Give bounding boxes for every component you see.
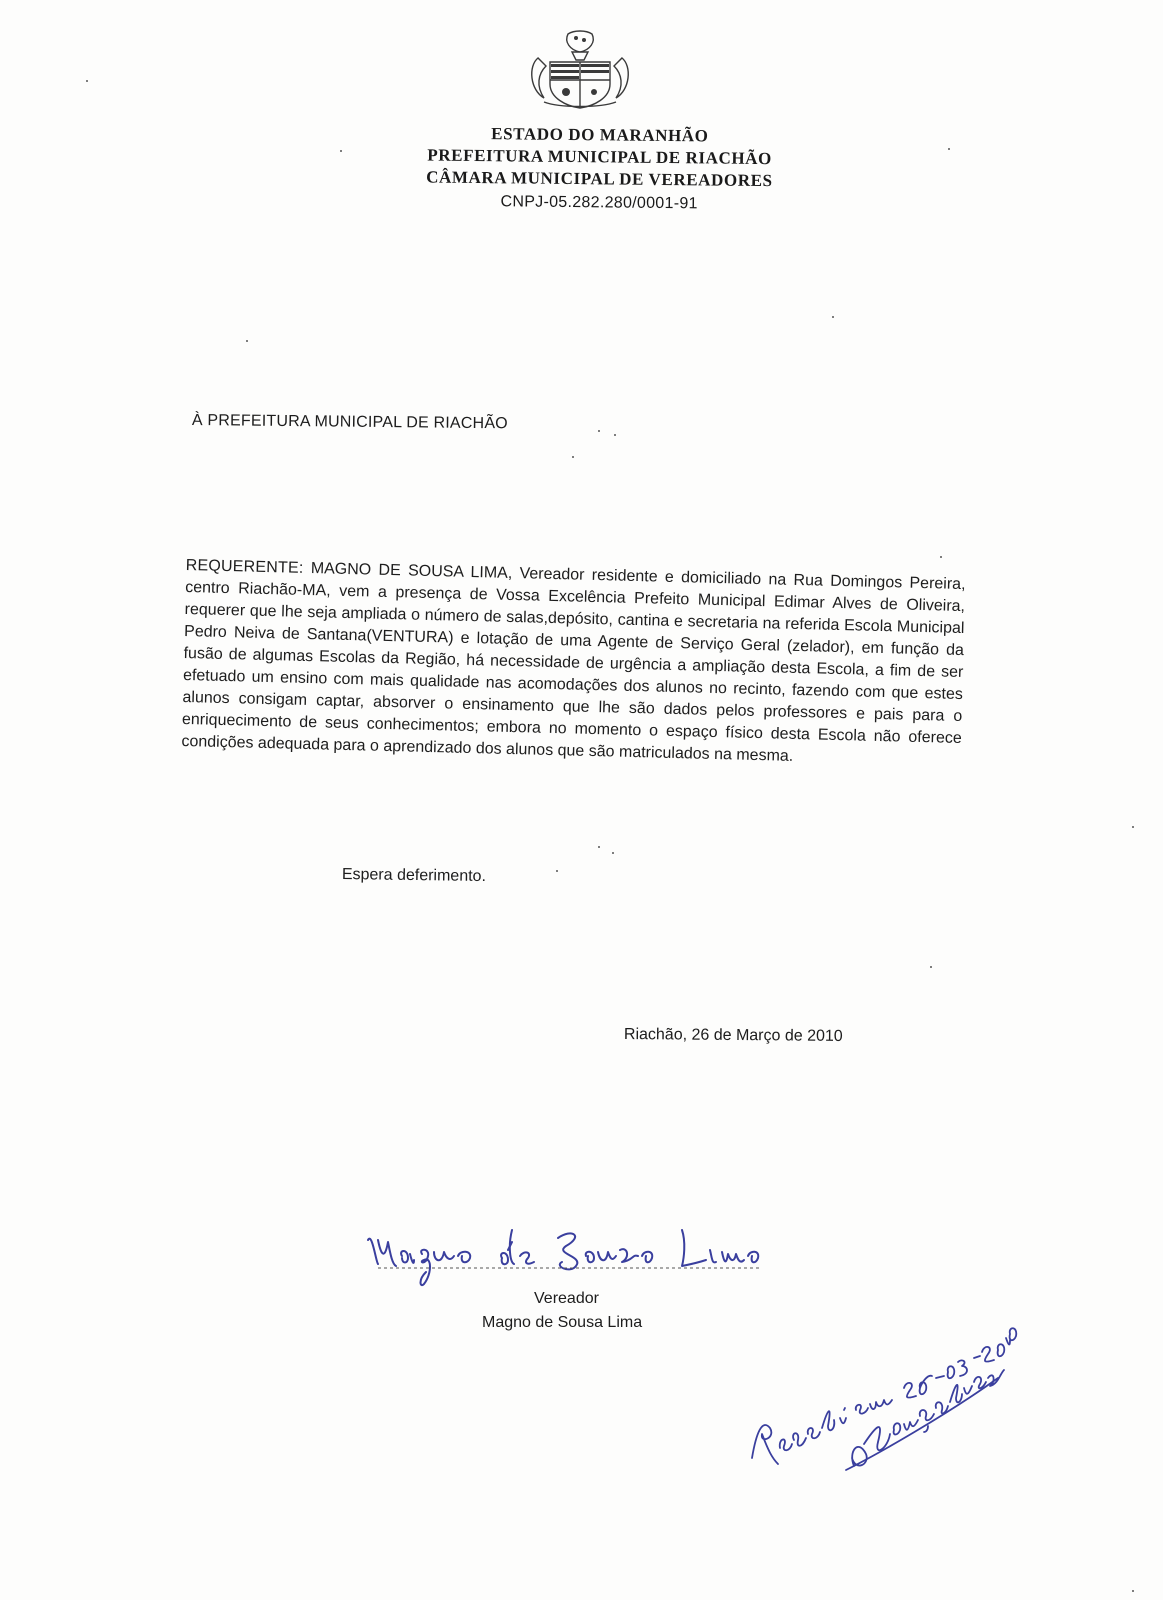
- scan-speck: [940, 556, 942, 558]
- scan-speck: [86, 80, 88, 82]
- signer-name: Magno de Sousa Lima: [482, 1314, 643, 1331]
- scan-speck: [930, 966, 932, 968]
- letterhead-prefecture: PREFEITURA MUNICIPAL DE RIACHÃO: [427, 145, 773, 169]
- letterhead: [379, 122, 820, 219]
- closing-line: Espera deferimento.: [341, 866, 487, 886]
- scan-speck: [598, 430, 600, 432]
- addressee-line: À PREFEITURA MUNICIPAL DE RIACHÃO: [191, 412, 508, 433]
- letterhead-chamber: CÂMARA MUNICIPAL DE VEREADORES: [426, 167, 773, 191]
- handwritten-receipt-note: [748, 1258, 1018, 1488]
- signer-role: Vereador: [534, 1290, 599, 1307]
- scan-speck: [340, 150, 342, 152]
- scan-speck: [556, 870, 558, 872]
- scan-speck: [1132, 1590, 1134, 1592]
- scan-speck: [614, 434, 616, 436]
- requester-label: REQUERENTE:: [185, 556, 304, 577]
- handwritten-signature: [362, 1222, 802, 1294]
- coat-of-arms-icon: [520, 28, 640, 110]
- scan-speck: [832, 316, 834, 318]
- letterhead-state: ESTADO DO MARANHÃO: [491, 124, 709, 146]
- scan-speck: [246, 340, 248, 342]
- letterhead-cnpj: CNPJ-05.282.280/0001-91: [500, 193, 698, 213]
- scan-speck: [948, 148, 950, 150]
- scan-speck: [1132, 826, 1134, 828]
- scan-speck: [598, 846, 600, 848]
- request-body: [181, 555, 966, 772]
- scan-speck: [612, 852, 614, 854]
- date-line: Riachão, 26 de Março de 2010: [623, 1026, 843, 1045]
- scan-speck: [572, 456, 574, 458]
- request-text: MAGNO DE SOUSA LIMA, Vereador residente e domiciliado na Rua Domingos Pereira, centro Riachão-MA, vem a presença de Vossa Excelência Prefeito Municipal Edimar Alves de Oliveira, requerer que lhe seja ampliada o número de salas,depósito, cantina e secretaria na referida Escola Municipal Pedro Neiva de Santana(VENTURA) e lotação de uma Agente de Serviço Geral (zelador), em função da fusão de algumas Escolas da Região, há necessidade de urgência a ampliação desta Escola, a fim de ser efetuado um ensino com mais qualidade nas acomodações dos alunos no recinto, fazendo com que estes alunos consigam captar, absorver o ensinamento que lhe são dados pelos professores e pais para o enriquecimento de seus conhecimentos; embora no momento o espaço físico desta Escola não oferece condições adequada para o aprendizado dos alunos que são matriculados na mesma.: [181, 560, 966, 765]
